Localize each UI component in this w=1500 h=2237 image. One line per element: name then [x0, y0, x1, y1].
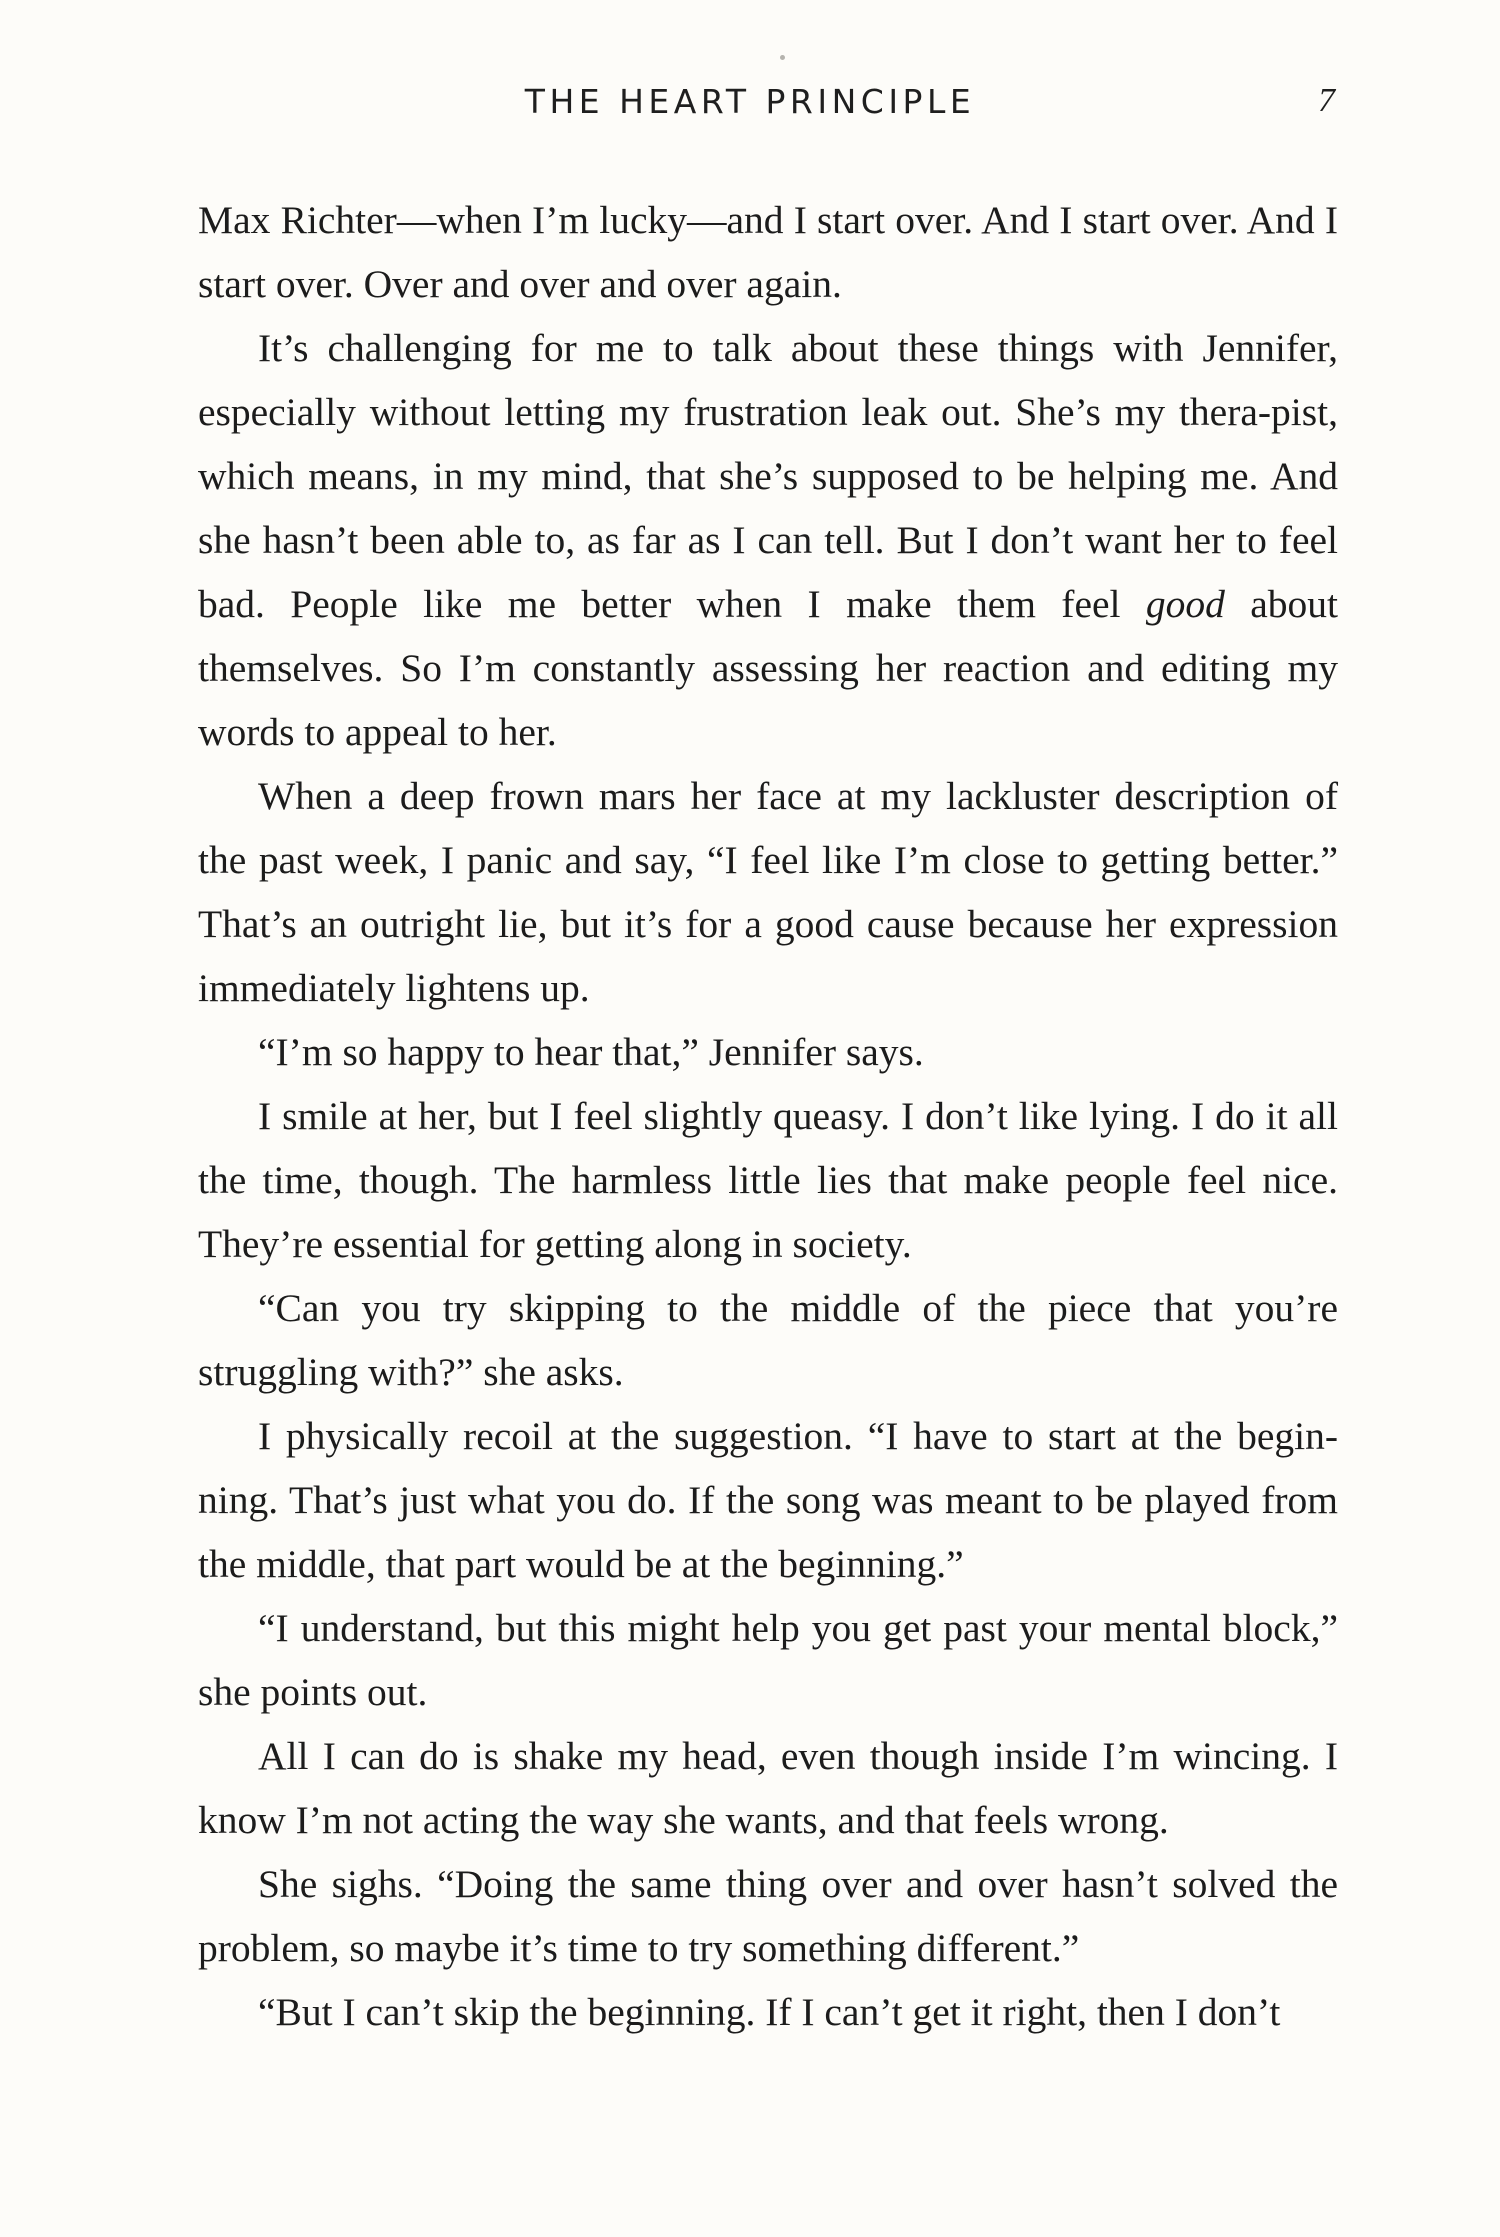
paragraph: I physically recoil at the suggestion. “I have to start at the begin-ning. That’s just what you do. If the song was meant to be played from the middle, that part would be at the beginning.”: [198, 1414, 1338, 1586]
running-head: THE HEART PRINCIPLE: [524, 82, 976, 121]
paragraph: I smile at her, but I feel slightly queasy. I don’t like lying. I do it all the time, though. The harmless little lies that make people feel nice. They’re essential for getting along in society.: [198, 1094, 1338, 1266]
paragraph: When a deep frown mars her face at my lackluster description of the past week, I panic and say, “I feel like I’m close to getting better.” That’s an outright lie, but it’s for a good cause because her expression immediately lightens up.: [198, 774, 1338, 1010]
paragraph: Max Richter—when I’m lucky—and I start over. And I start over. And I start over. Over and over and over again.: [198, 198, 1338, 306]
paragraph: “Can you try skipping to the middle of the piece that you’re struggling with?” she asks.: [198, 1286, 1338, 1394]
paragraph: “But I can’t skip the beginning. If I can’t get it right, then I don’t: [258, 1990, 1281, 2034]
paragraph: “I understand, but this might help you get past your mental block,” she points out.: [198, 1606, 1338, 1714]
page-header: [0, 82, 1500, 132]
body-text: [198, 188, 1338, 2044]
paragraph-text: about themselves. So I’m constantly assessing her reaction and editing my words to appeal to her.: [198, 582, 1339, 754]
print-speck: [780, 55, 785, 60]
page-number: 7: [1318, 82, 1335, 119]
paragraph: “I’m so happy to hear that,” Jennifer says.: [258, 1030, 924, 1074]
paragraph: [198, 316, 1338, 764]
paragraph: All I can do is shake my head, even though inside I’m wincing. I know I’m not acting the way she wants, and that feels wrong.: [198, 1734, 1338, 1842]
paragraph: She sighs. “Doing the same thing over and over hasn’t solved the problem, so maybe it’s time to try something different.”: [198, 1862, 1338, 1970]
emphasis-text: good: [1145, 582, 1225, 626]
paragraph-text: It’s challenging for me to talk about these things with Jennifer, especially without letting my frustration leak out. She’s my thera-pist, which means, in my mind, that she’s supposed to be helping me. And she hasn’t been able to, as far as I can tell. But I don’t want her to feel bad. People like me better when I make them feel: [198, 326, 1338, 626]
